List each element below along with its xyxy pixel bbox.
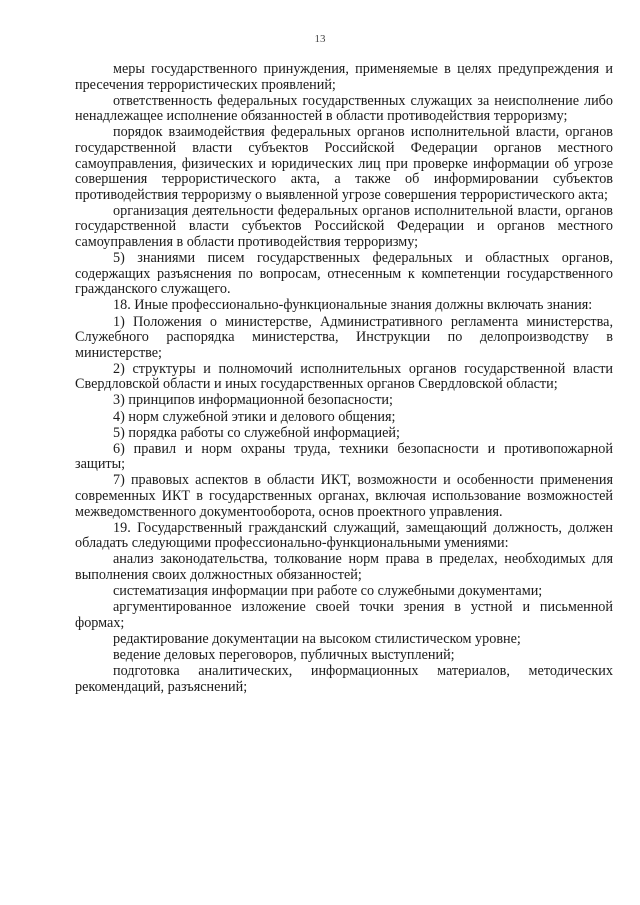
skill-legal-analysis: анализ законодательства, толкование норм права в пределах, необходимых для выполнения своих должностных обязанностей;: [75, 551, 613, 583]
skill-systematization: систематизация информации при работе со служебными документами;: [113, 583, 543, 600]
list-item-5-official-info: 5) порядка работы со служебной информацией;: [113, 424, 400, 441]
list-item-4-ethics: 4) норм служебной этики и делового общения;: [113, 408, 396, 425]
page-number: 13: [314, 33, 326, 45]
list-item-3-security: 3) принципов информационной безопасности;: [113, 392, 393, 409]
paragraph-coercive-measures: меры государственного принуждения, применяемые в целях предупреждения и пресечения террористических проявлений;: [75, 61, 613, 93]
list-item-2-structures: 2) структуры и полномочий исполнительных органов государственной власти Свердловской области и иных государственных органов Свердловской области;: [75, 360, 613, 393]
list-item-1-regulations: 1) Положения о министерстве, Административного регламента министерства, Служебного распорядка министерства, Инструкции по делопроизводству в министерстве;: [75, 313, 613, 361]
skill-analytical-materials: подготовка аналитических, информационных материалов, методических рекомендаций, разъяснений;: [75, 663, 613, 695]
section-19-heading: 19. Государственный гражданский служащий, замещающий должность, должен обладать следующими профессионально-функциональными умениями:: [75, 519, 613, 552]
skill-argumentation: аргументированное изложение своей точки зрения в устной и письменной формах;: [75, 599, 613, 631]
paragraph-interaction-procedure: порядок взаимодействия федеральных органов исполнительной власти, органов государственной власти субъектов Российской Федерации органов местного самоуправления, физических и юридических лиц при проверке информации об угрозе совершения террористического акта, а также об информировании субъектов противодействия терроризму о выявленной угрозе совершения террористического акта;: [75, 124, 613, 203]
paragraph-responsibility: ответственность федеральных государственных служащих за неисполнение либо ненадлежащее исполнение обязанностей в области противодействия терроризму;: [75, 92, 613, 125]
document-body: [75, 62, 613, 696]
section-18-heading: 18. Иные профессионально-функциональные знания должны включать знания:: [113, 297, 593, 314]
list-item-7-ict: 7) правовых аспектов в области ИКТ, возможности и особенности применения современных ИКТ в государственных органах, включая использование возможностей межведомственного документооборота, основ проектного управления.: [75, 472, 613, 520]
list-item-5-letters: 5) знаниями писем государственных федеральных и областных органов, содержащих разъяснения по вопросам, отнесенным к компетенции государственного гражданского служащего.: [75, 250, 613, 298]
skill-negotiations: ведение деловых переговоров, публичных выступлений;: [113, 646, 455, 663]
skill-editing: редактирование документации на высоком стилистическом уровне;: [113, 630, 521, 647]
paragraph-organization-activities: организация деятельности федеральных органов исполнительной власти, органов государственной власти субъектов Российской Федерации и органов местного самоуправления в области противодействия терроризму;: [75, 202, 613, 251]
list-item-6-safety: 6) правил и норм охраны труда, техники безопасности и противопожарной защиты;: [75, 440, 613, 473]
